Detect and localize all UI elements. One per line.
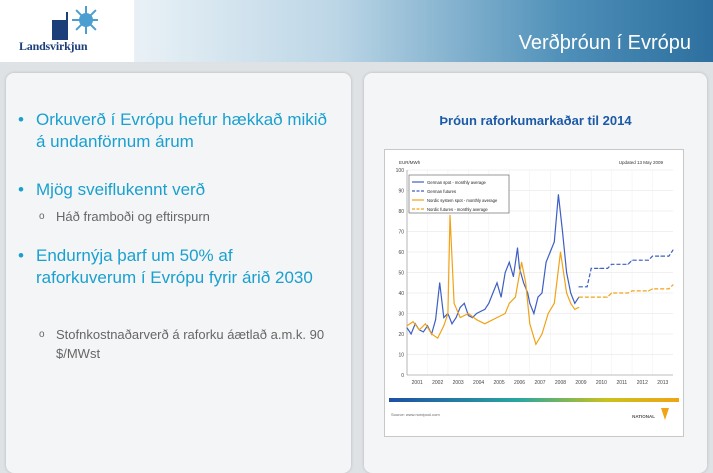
data-point — [419, 329, 420, 330]
y-tick-label: 70 — [398, 229, 404, 236]
data-point — [611, 264, 612, 265]
data-point — [492, 293, 493, 294]
data-point — [464, 303, 465, 304]
data-point — [611, 293, 612, 294]
data-point — [447, 313, 448, 314]
data-point — [527, 293, 528, 294]
data-point — [435, 319, 436, 320]
data-point — [562, 231, 563, 232]
y-axis-label: EUR/MWh — [399, 160, 421, 165]
chart-source: Source: www.nordpool.com — [391, 412, 440, 417]
x-tick-label: 2013 — [657, 380, 669, 386]
x-tick-label: 2011 — [616, 380, 628, 386]
data-point — [460, 317, 461, 318]
x-tick-label: 2008 — [554, 380, 567, 386]
data-point — [668, 288, 669, 289]
data-point — [570, 303, 571, 304]
sub-bullet-text: Stofnkostnaðarverð á raforku áætlað a.m.k. 90 $/MWst — [56, 327, 325, 361]
data-point — [648, 260, 649, 261]
data-point — [449, 215, 450, 216]
data-point — [607, 268, 608, 269]
bullet-text: Orkuverð í Evrópu hefur hækkað mikið á undanförnum árum — [36, 110, 328, 151]
series-line — [579, 285, 673, 297]
data-point — [542, 334, 543, 335]
update-note: Updated 13 May 2009 — [618, 160, 663, 165]
title-banner — [134, 0, 713, 62]
data-point — [509, 303, 510, 304]
data-point — [548, 313, 549, 314]
bullet-list — [6, 73, 351, 473]
data-point — [407, 325, 408, 326]
data-point — [431, 334, 432, 335]
data-point — [537, 297, 538, 298]
data-point — [640, 290, 641, 291]
data-point — [529, 323, 530, 324]
data-point — [443, 325, 444, 326]
data-point — [513, 276, 514, 277]
x-tick-label: 2006 — [513, 380, 526, 386]
bullet-text: Endurnýja þarf um 50% af raforkuverum í Evrópu fyrir árið 2030 — [36, 246, 313, 287]
data-point — [505, 313, 506, 314]
x-tick-label: 2012 — [636, 380, 648, 386]
data-point — [632, 290, 633, 291]
x-tick-label: 2001 — [411, 380, 423, 386]
bullet-dot-icon: • — [18, 180, 24, 199]
data-point — [443, 317, 444, 318]
page-title: Verðþróun í Evrópu — [518, 32, 691, 54]
data-point — [437, 338, 438, 339]
logo-mark-icon — [52, 6, 98, 40]
data-point — [652, 288, 653, 289]
data-point — [546, 262, 547, 263]
data-point — [523, 282, 524, 283]
chart-frame — [384, 149, 684, 437]
y-tick-label: 20 — [398, 332, 404, 338]
series-line — [407, 215, 579, 344]
data-point — [468, 313, 469, 314]
data-point — [632, 260, 633, 261]
sub-bullet-circle-icon: o — [39, 211, 45, 222]
data-point — [619, 293, 620, 294]
y-tick-label: 100 — [395, 168, 404, 174]
legend-label: German spot - monthly average — [427, 179, 486, 185]
bullet-text: Mjög sveiflukennt verð — [36, 180, 206, 199]
data-point — [587, 286, 588, 287]
y-tick-label: 10 — [398, 352, 404, 359]
data-point — [619, 264, 620, 265]
data-point — [542, 293, 543, 294]
data-point — [570, 293, 571, 294]
data-point — [476, 319, 477, 320]
data-point — [627, 293, 628, 294]
y-tick-label: 40 — [398, 291, 404, 297]
data-point — [550, 252, 551, 253]
data-point — [554, 241, 555, 242]
data-point — [452, 323, 453, 324]
data-point — [578, 307, 579, 308]
chart-panel — [364, 73, 707, 473]
y-tick-label: 50 — [398, 270, 404, 277]
data-point — [425, 323, 426, 324]
bullet-panel — [6, 73, 351, 473]
data-point — [413, 321, 414, 322]
data-point — [488, 321, 489, 322]
data-point — [673, 284, 674, 285]
logo-text: Landsvirkjun — [19, 39, 88, 53]
data-point — [515, 297, 516, 298]
data-point — [627, 264, 628, 265]
data-point — [566, 272, 567, 273]
y-tick-label: 30 — [398, 311, 404, 318]
data-point — [673, 249, 674, 250]
legend-label: German futures — [427, 188, 457, 194]
x-tick-label: 2009 — [575, 380, 587, 386]
data-point — [525, 282, 526, 283]
y-tick-label: 0 — [401, 373, 404, 379]
top-bar — [0, 0, 713, 62]
data-point — [533, 313, 534, 314]
legend-label: Nordic system spot - monthly average — [427, 197, 498, 203]
data-point — [509, 262, 510, 263]
data-point — [505, 272, 506, 273]
chart-title: Þróun raforkumarkaðar til 2014 — [439, 113, 632, 128]
data-point — [599, 297, 600, 298]
data-point — [517, 247, 518, 248]
data-point — [558, 194, 559, 195]
brand-logo-icon — [661, 408, 669, 420]
data-point — [456, 317, 457, 318]
data-point — [591, 297, 592, 298]
data-point — [599, 268, 600, 269]
data-point — [591, 268, 592, 269]
data-point — [480, 311, 481, 312]
x-tick-label: 2004 — [473, 380, 485, 386]
data-point — [521, 262, 522, 263]
bullet-dot-icon: • — [18, 110, 24, 129]
data-point — [574, 309, 575, 310]
data-point — [660, 256, 661, 257]
data-point — [501, 297, 502, 298]
chart-brand: NATIONAL — [632, 414, 655, 419]
x-tick-label: 2003 — [452, 380, 464, 386]
sub-bullet-text: Háð framboði og eftirspurn — [56, 209, 210, 224]
data-point — [652, 256, 653, 257]
data-point — [574, 303, 575, 304]
series-line — [407, 195, 579, 334]
data-point — [411, 334, 412, 335]
data-point — [566, 293, 567, 294]
data-point — [460, 307, 461, 308]
data-point — [660, 288, 661, 289]
x-tick-label: 2007 — [534, 380, 546, 386]
data-point — [476, 313, 477, 314]
data-point — [554, 303, 555, 304]
price-chart — [385, 150, 683, 436]
data-point — [484, 323, 485, 324]
x-tick-label: 2002 — [432, 380, 444, 386]
data-point — [468, 315, 469, 316]
data-point — [439, 282, 440, 283]
data-point — [640, 260, 641, 261]
data-point — [587, 297, 588, 298]
data-point — [407, 327, 408, 328]
y-tick-label: 90 — [398, 188, 404, 195]
data-point — [560, 252, 561, 253]
data-point — [488, 303, 489, 304]
y-tick-label: 60 — [398, 250, 404, 256]
logo — [0, 0, 134, 62]
legend-label: Nordic futures - monthly average — [427, 206, 488, 212]
bullet-dot-icon: • — [18, 246, 24, 265]
data-point — [578, 286, 579, 287]
data-point — [535, 344, 536, 345]
y-tick-label: 80 — [398, 209, 404, 215]
data-point — [423, 331, 424, 332]
data-point — [607, 297, 608, 298]
x-tick-label: 2010 — [595, 380, 607, 386]
data-point — [497, 317, 498, 318]
data-point — [578, 297, 579, 298]
sub-bullet-circle-icon: o — [39, 329, 45, 340]
data-point — [484, 309, 485, 310]
footer-gradient-strip — [389, 398, 679, 402]
data-point — [648, 290, 649, 291]
data-point — [454, 303, 455, 304]
series-line — [579, 250, 673, 287]
x-tick-label: 2005 — [493, 380, 505, 386]
data-point — [529, 303, 530, 304]
data-point — [668, 256, 669, 257]
data-point — [497, 282, 498, 283]
